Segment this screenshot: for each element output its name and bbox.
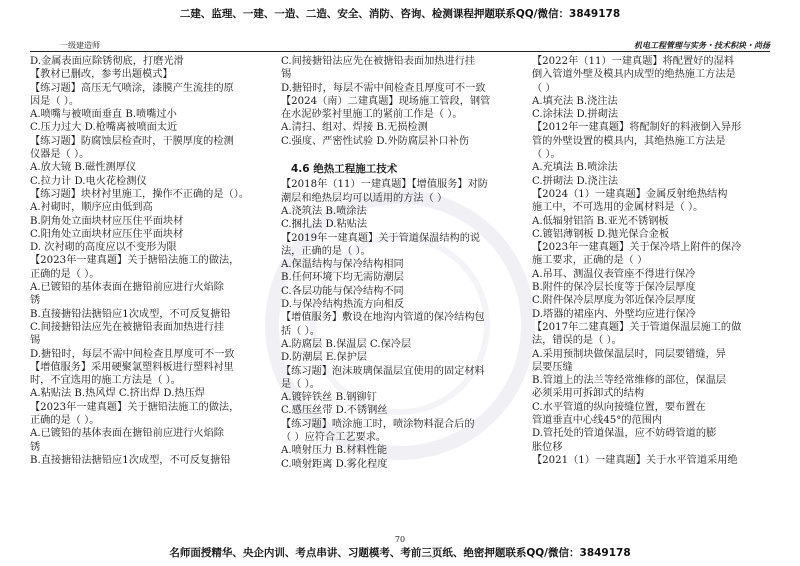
text-line: B.任何环境下均无需防潮层 [281, 272, 404, 284]
text-line: 【2021（1）一建真题】关于水平管道采用绝 [532, 454, 738, 466]
text-line: B.直接搪铅法搪铅应1次成型，不可反复搪铅 [30, 454, 231, 466]
text-line: D.金属表面应除锈彻底，打磨光滑 [30, 56, 184, 67]
text-line: 【2022年（11）一建真题】将配置好的湿料 [532, 56, 734, 67]
text-line: 【练习题】块材衬里施工，操作不正确的是（）。 [30, 188, 250, 200]
text-line: 【增值服务】采用硬聚氯塑料板进行塑料衬里 [30, 361, 234, 373]
text-line: D.搪铅时，每层不需中间检查且厚度可不一致 [281, 82, 486, 94]
bottom-banner: 名师面授精华、央企内训、考点串讲、习题模考、考前三页纸、绝密押题联系QQ/微信：3849178 [169, 547, 631, 559]
text-line: B.阴角处立面块材应压住平面块材 [30, 215, 184, 227]
text-columns [30, 55, 770, 533]
top-banner: 二建、监理、一建、一造、二造、安全、消防、咨询、检测课程押题联系QQ/微信：3849178 [179, 8, 621, 20]
text-line: A.放大镜 B.磁性测厚仪 [30, 162, 137, 174]
text-line: C.捆扎法 D.粘贴法 [281, 219, 368, 231]
running-header [30, 38, 770, 52]
text-line: 倒入管道外壁及模具内成型的绝热施工方法是 [532, 69, 736, 81]
text-line: D.与保冷结构热流方向相反 [281, 299, 405, 311]
text-line: C.间接搪铅法应先在被搪铅表面加热进行挂 [281, 56, 476, 67]
column-left [30, 55, 268, 533]
text-line: D. 次衬砌的高度应以不变形为限 [30, 242, 177, 254]
text-line: 【2024（南）二建真题】现场施工管段，钢管 [281, 95, 491, 107]
header-right-title: 机电工程管理与实务・技术积块・尚扬 [634, 40, 770, 50]
text-line: 正确的是（ ）。 [30, 415, 100, 427]
text-line: C.镀铝薄钢板 D.抛光保合金板 [532, 228, 670, 240]
text-line: B.附件的保冷层长度等于保冷层厚度 [532, 282, 696, 294]
text-line: C.水平管道的纵向接缝位置，要布置在 [532, 401, 706, 413]
text-line: C.涂抹法 D.拼砌法 [532, 109, 619, 121]
text-line: 潮层和绝热层均可以适用的方法（ ） [281, 192, 448, 204]
text-line: C.喷射距离 D.雾化程度 [281, 458, 388, 470]
text-line: A.低辐射铝箔 B.亚光不锈钢板 [532, 215, 669, 227]
text-line: 【2018年（11）一建真题】【增值服务】对防 [281, 179, 488, 191]
text-line: A.浇筑法 B.喷涂法 [281, 205, 367, 217]
text-line: 是（ ）。 [281, 378, 320, 390]
text-line: 锈 [30, 441, 41, 453]
text-line: 【练习题】泡沫玻璃保温层宜使用的固定材料 [281, 365, 485, 377]
text-line: 【2023年一建真题】关于搪铅法施工的做法， [30, 255, 240, 267]
text-line: 【2019年一建真题】关于管道保温结构的说 [281, 232, 481, 244]
text-line: 胀位移 [532, 441, 563, 453]
text-line: 括（ ）。 [281, 325, 320, 337]
text-line: 锡 [30, 335, 41, 347]
text-line: 【练习题】防腐蚀层检查时，干膜厚度的检测 [30, 135, 234, 147]
text-line: A.已镀铅的基体表面在搪铅前应进行火焰除 [30, 428, 224, 440]
text-line: 【2024（1）一建真题】金属反射绝热结构 [532, 188, 728, 200]
text-line: A.粘贴法 B.热风焊 C.挤出焊 D.热压焊 [30, 388, 205, 400]
text-line: B.管道上的法兰等经常维修的部位，保温层 [532, 375, 727, 387]
text-line: 【教材已删改，参考出题模式】 [30, 69, 173, 81]
text-line: （ ）应符合工艺要求。 [281, 432, 387, 444]
text-line: A.喷嘴与被喷面垂直 B.喷嘴过小 [30, 109, 177, 121]
text-line: A.防腐层 B.保温层 C.保冷层 [281, 338, 412, 350]
text-line: 正确的是（ ）。 [30, 268, 100, 280]
text-line: 仪器是（ ）。 [30, 149, 90, 161]
text-line: A.采用预制块做保温层时，同层要错缝，异 [532, 348, 726, 360]
header-left-title: 一级建造师 [60, 41, 100, 50]
text-line: C.附件保冷层厚度为邻近保冷层厚度 [532, 295, 696, 307]
text-line: D.塔器的裙座内、外壁均应进行保冷 [532, 308, 696, 320]
text-line: 锡 [281, 69, 292, 81]
text-line: C.间接搪铅法应先在被搪铅表面加热进行挂 [30, 321, 225, 333]
text-line: 必须采用可拆卸式的结构 [532, 388, 645, 400]
text-line: 锈 [30, 295, 41, 307]
text-line: D.防潮层 E.保护层 [281, 352, 368, 364]
text-line: （ ） [532, 82, 556, 94]
text-line [281, 148, 519, 161]
text-line: 法，错误的是（ ）。 [532, 335, 622, 347]
text-line: C.拉力计 D.电火花检测仪 [30, 175, 147, 187]
section-heading: 4.6 绝热工程施工技术 [291, 163, 398, 176]
text-line: A.衬砌时，顺序应由低到高 [30, 202, 153, 214]
text-line: 【2012年一建真题】将配制好的料液倒入异形 [532, 122, 742, 134]
text-line: A.填充法 B.浇注法 [532, 95, 618, 107]
text-line: A.镀锌铁丝 B.钢铆钉 [281, 392, 377, 404]
text-line: 【2023年一建真题】关于保冷塔上附件的保冷 [532, 242, 742, 254]
text-line: A.吊耳、测温仪表管座不得进行保冷 [532, 268, 696, 280]
text-line: 管的外壁设置的模具内，其绝热施工方法是 [532, 135, 726, 147]
text-line: A.已镀铅的基体表面在搪铅前应进行火焰除 [30, 282, 224, 294]
text-line: 在水泥砂浆衬里施工的紧前工作是（ ）。 [281, 109, 463, 121]
text-line: 【2017年二建真题】关于管道保温层施工的做 [532, 321, 742, 333]
text-line: 【2023年一建真题】关于搪铅法施工的做法， [30, 401, 240, 413]
text-line: A.喷射压力 B.材料性能 [281, 445, 388, 457]
text-line: 【增值服务】敷设在地沟内管道的保冷结构包 [281, 312, 485, 324]
text-line: C.拼砌法 D.浇注法 [532, 175, 619, 187]
text-line: 法，正确的是（ ）。 [281, 245, 371, 257]
text-line: 层要压缝 [532, 361, 573, 373]
text-line: 因是（ ）。 [30, 95, 80, 107]
column-middle [281, 55, 519, 533]
text-line: 时，不宜选用的施工方法是（ ）。 [30, 375, 181, 387]
text-line: A.充填法 B.喷涂法 [532, 162, 618, 174]
column-right [532, 55, 770, 533]
text-line: A.保温结构与保冷结构相同 [281, 259, 404, 271]
text-line: 【练习题】高压无气喷涂，漆膜产生流挂的原 [30, 82, 234, 94]
text-line: D.搪铅时，每层不需中间检查且厚度可不一致 [30, 348, 235, 360]
text-line: C.压力过大 D.枪嘴离被喷面太近 [30, 122, 178, 134]
text-line: C.强度、严密性试验 D.外防腐层补口补伤 [281, 135, 469, 147]
text-line: B.直接搪铅法搪铅应1次成型，不可反复搪铅 [30, 308, 231, 320]
text-line: A.清扫、组对、焊接 B.无损检测 [281, 122, 428, 134]
text-line: 【练习题】喷涂施工时，喷涂物料混合后的 [281, 418, 475, 430]
text-line: D.管托处的管道保温，应不妨碍管道的膨 [532, 428, 717, 440]
text-line: （ ）。 [532, 149, 561, 161]
text-line: C.各层功能与保冷结构不同 [281, 285, 404, 297]
text-line: 施工中，不可选用的金属材料是（ ）。 [532, 202, 704, 214]
page-number: 70 [394, 535, 406, 544]
text-line: C.感压丝带 D.不锈钢丝 [281, 405, 388, 417]
text-line: 施工要求，正确的是（ ） [532, 255, 648, 267]
text-line: 管道垂直中心线45°的范围内 [532, 415, 663, 427]
text-line: C.阳角处立面块材应压住平面块材 [30, 228, 184, 240]
